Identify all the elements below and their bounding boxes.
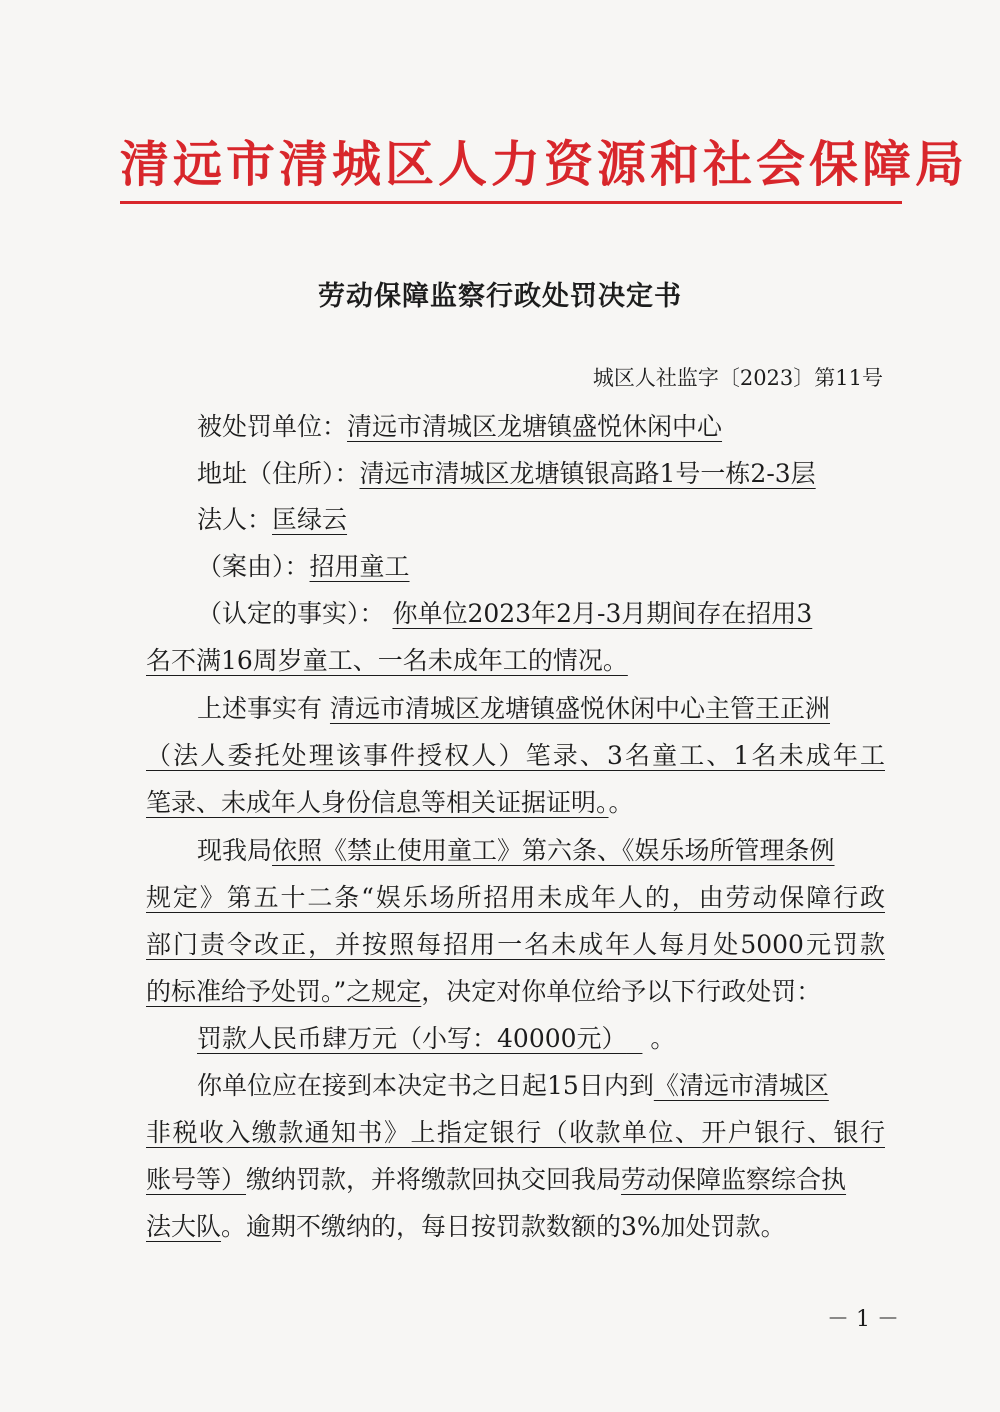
evidence-prefix: 上述事实有	[197, 694, 323, 723]
page-number: － 1 －	[827, 1307, 899, 1332]
basis-line-2: 规定》第五十二条“娱乐场所招用未成年人的，由劳动保障行政	[146, 883, 885, 912]
penalty-line	[197, 1022, 675, 1056]
basis-line-3: 部门责令改正，并按照每招用一名未成年人每月处5000元罚款	[146, 930, 885, 959]
letterhead-divider	[120, 201, 902, 204]
document-number: 城区人社监字〔2023〕第11号	[592, 366, 883, 390]
letterhead-title: 清远市清城区人力资源和社会保障局	[120, 136, 969, 193]
unit-line	[197, 410, 722, 444]
payment-tail: 。逾期不缴纳的，每日按罚款数额的3%加处罚款。	[221, 1212, 786, 1241]
payment-text-3a: 账号等）	[146, 1165, 247, 1194]
evidence-text-3: 笔录、未成年人身份信息等相关证据证明。	[146, 788, 609, 817]
payment-prefix: 你单位应在接到本决定书之日起15日内到	[197, 1071, 654, 1100]
facts-text-2: 名不满16周岁童工、一名未成年工的情况。	[146, 646, 628, 675]
payment-line-2: 非税收入缴款通知书》上指定银行（收款单位、开户银行、银行	[146, 1118, 885, 1147]
unit-value: 清远市清城区龙塘镇盛悦休闲中心	[347, 412, 723, 441]
facts-label: （认定的事实）：	[197, 599, 385, 628]
basis-tail: ，决定对你单位给予以下行政处罚：	[421, 977, 822, 1006]
penalty-amount: 罚款人民币肆万元（小写：40000元）	[197, 1024, 627, 1053]
basis-line-1	[197, 834, 835, 868]
legal-person-label: 法人：	[197, 505, 273, 534]
legal-person-line	[197, 503, 347, 537]
basis-line-4	[146, 975, 821, 1009]
facts-text-1: 你单位2023年2月-3月期间存在招用3	[392, 599, 813, 628]
case-cause-value: 招用童工	[309, 552, 410, 581]
payment-line-4	[146, 1210, 786, 1244]
facts-line-1	[197, 597, 885, 631]
evidence-line-2: （法人委托处理该事件授权人）笔录、3名童工、1名未成年工	[146, 741, 885, 770]
unit-label: 被处罚单位：	[197, 412, 348, 441]
facts-line-2	[146, 644, 628, 678]
basis-text-1: 依照《禁止使用童工》第六条、《娱乐场所管理条例	[272, 836, 835, 865]
legal-person-value: 匡绿云	[272, 505, 348, 534]
payment-text-4: 法大队	[146, 1212, 222, 1241]
evidence-line-3	[146, 786, 634, 820]
document-title: 劳动保障监察行政处罚决定书	[318, 281, 682, 312]
case-cause-line	[197, 550, 410, 584]
evidence-tail: 。	[608, 788, 634, 817]
payment-line-1	[197, 1069, 829, 1103]
address-line	[197, 457, 816, 491]
evidence-text-1: 清远市清城区龙塘镇盛悦休闲中心主管王正洲	[329, 694, 830, 723]
payment-text-1: 《清远市清城区	[653, 1071, 829, 1100]
penalty-tail: 。	[650, 1024, 676, 1053]
basis-prefix: 现我局	[197, 836, 273, 865]
case-cause-label: （案由）：	[197, 552, 310, 581]
address-label: 地址（住所）：	[197, 459, 360, 488]
address-value: 清远市清城区龙塘镇银高路1号一栋2-3层	[359, 459, 816, 488]
payment-text-3b: 缴纳罚款，并将缴款回执交回我局	[246, 1165, 622, 1194]
payment-text-3c: 劳动保障监察综合执	[621, 1165, 847, 1194]
payment-line-3	[146, 1163, 846, 1197]
basis-text-4: 的标准给予处罚。”之规定	[146, 977, 422, 1006]
evidence-line-1	[197, 692, 830, 726]
